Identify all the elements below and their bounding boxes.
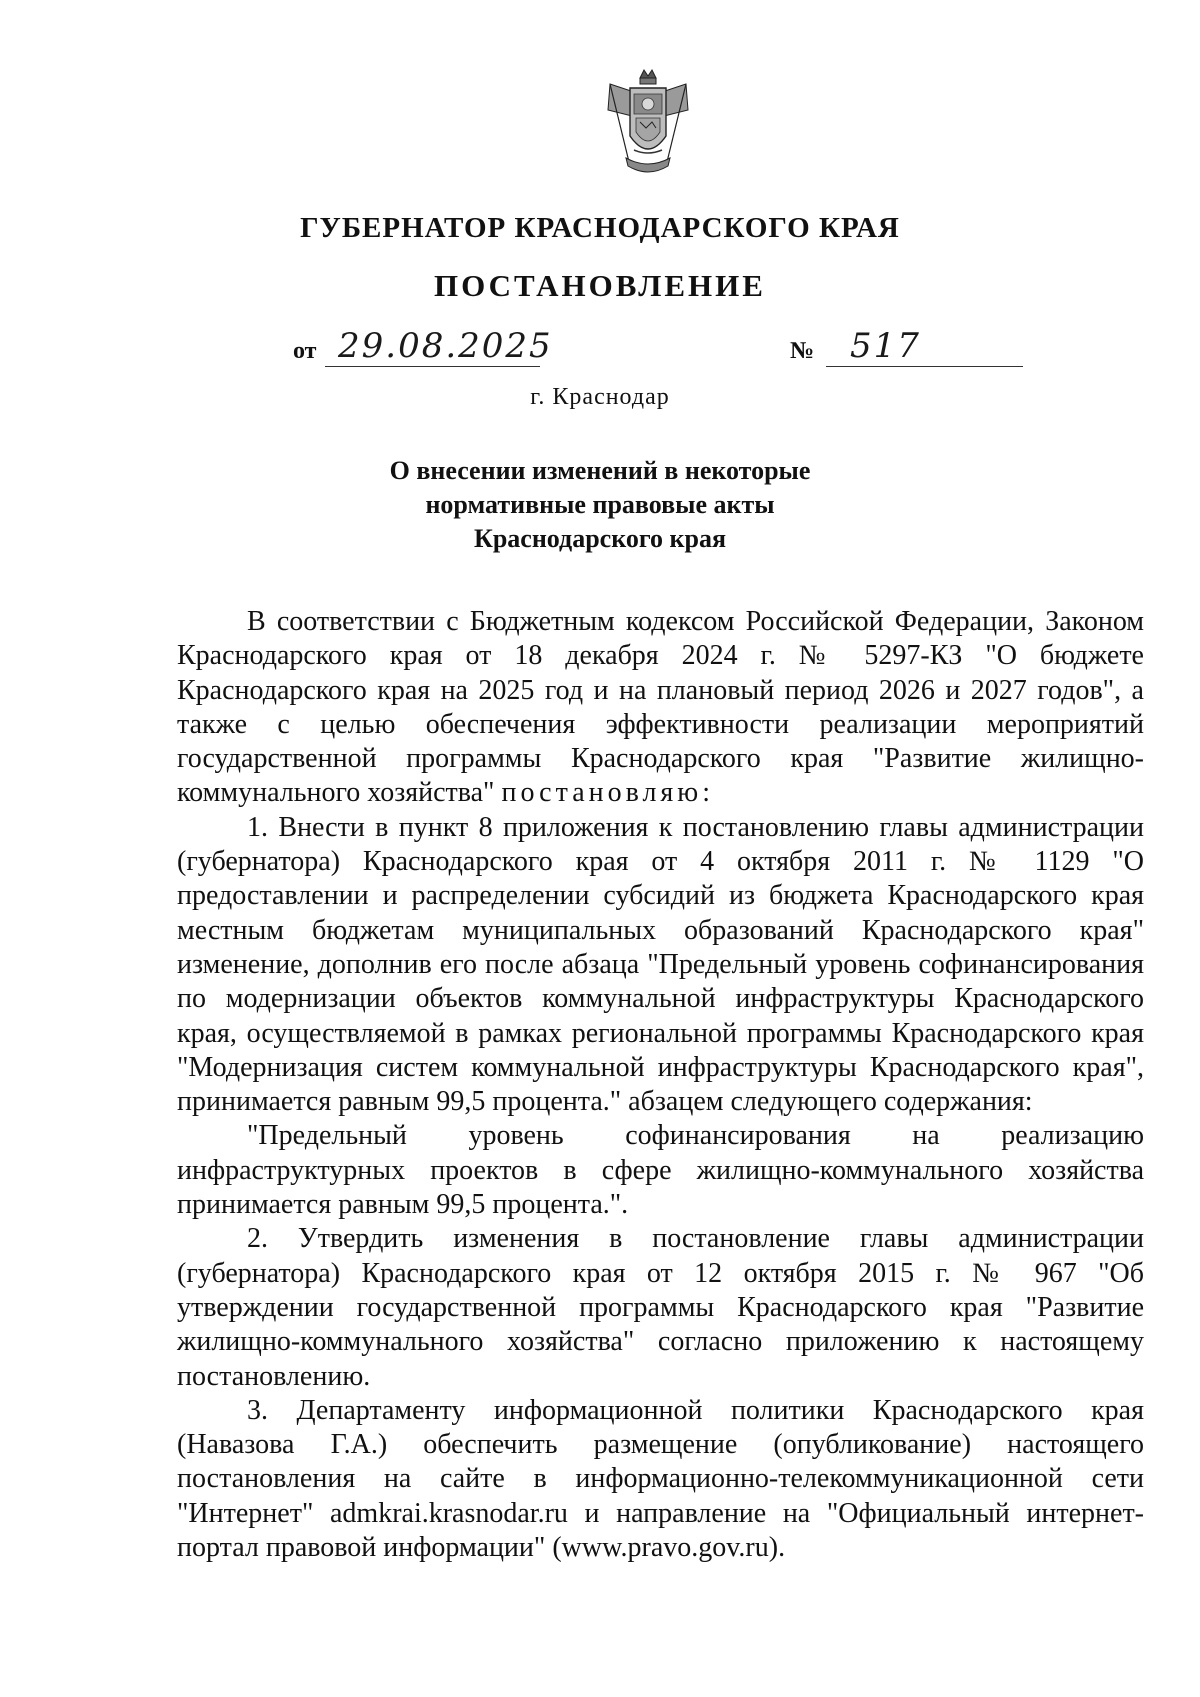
item-1-paragraph: 1. Внести в пункт 8 приложения к постановлению главы администрации (губернатора) Краснодарского края от 4 октября 2011 г. № 1129 "О предоставлении и распределении субсидий из бюджета Краснодарского края местным бюджетам муниципальных образований Краснодарского края" изменение, дополнив его после абзаца "Предельный уровень софинансирования по модернизации объектов коммунальной инфраструктуры Краснодарского края, осуществляемой в рамках региональной программы Краснодарского края "Модернизация систем коммунальной инфраструктуры Краснодарского края", принимается равным 99,5 процента." абзацем следующего содержания: xyxy=(177,811,1144,1118)
city-label: г. Краснодар xyxy=(530,384,670,410)
title-line: Краснодарского края xyxy=(473,524,727,553)
number-underline xyxy=(826,366,1023,367)
title-line: нормативные правовые акты xyxy=(425,490,775,519)
krasnodar-krai-coat-of-arms-icon xyxy=(600,66,696,178)
document-type-heading: ПОСТАНОВЛЕНИЕ xyxy=(434,268,766,303)
number-value: 517 xyxy=(850,326,921,366)
document-title xyxy=(0,454,1200,556)
preamble-text: В соответствии с Бюджетным кодексом Российской Федерации, Законом Краснодарского края от 18 декабря 2024 г. № 5297-КЗ "О бюджете Краснодарского края на 2025 год и на плановый период 2026 и 2027 годов", а также с целью обеспечения эффективности реализации мероприятий государственной программы Краснодарского края "Развитие жилищно-коммунального хозяйства" xyxy=(177,606,1144,809)
date-label: от xyxy=(293,338,317,364)
issuer-heading: ГУБЕРНАТОР КРАСНОДАРСКОГО КРАЯ xyxy=(300,212,900,244)
date-value: 29.08.2025 xyxy=(338,326,553,366)
decree-word: постановляю: xyxy=(501,777,714,809)
date-number-row xyxy=(0,326,1200,370)
preamble-paragraph xyxy=(177,605,1144,811)
number-label: № xyxy=(790,338,815,364)
item-3-paragraph: 3. Департаменту информационной политики Краснодарского края (Навазова Г.А.) обеспечить размещение (опубликование) настоящего постановления на сайте в информационно-телекоммуникационной сети "Интернет" admkrai.krasnodar.ru и направление на "Официальный интернет-портал правовой информации" (www.pravo.gov.ru). xyxy=(177,1394,1144,1564)
item-1-quote-paragraph: "Предельный уровень софинансирования на реализацию инфраструктурных проектов в сфере жилищно-коммунального хозяйства принимается равным 99,5 процента.". xyxy=(177,1120,1144,1221)
document-body xyxy=(177,605,1144,1565)
date-underline xyxy=(325,366,540,367)
title-line: О внесении изменений в некоторые xyxy=(389,456,811,485)
item-2-paragraph: 2. Утвердить изменения в постановление главы администрации (губернатора) Краснодарского края от 12 октября 2015 г. № 967 "Об утверждении государственной программы Краснодарского края "Развитие жилищно-коммунального хозяйства" согласно приложению к настоящему постановлению. xyxy=(177,1223,1144,1392)
